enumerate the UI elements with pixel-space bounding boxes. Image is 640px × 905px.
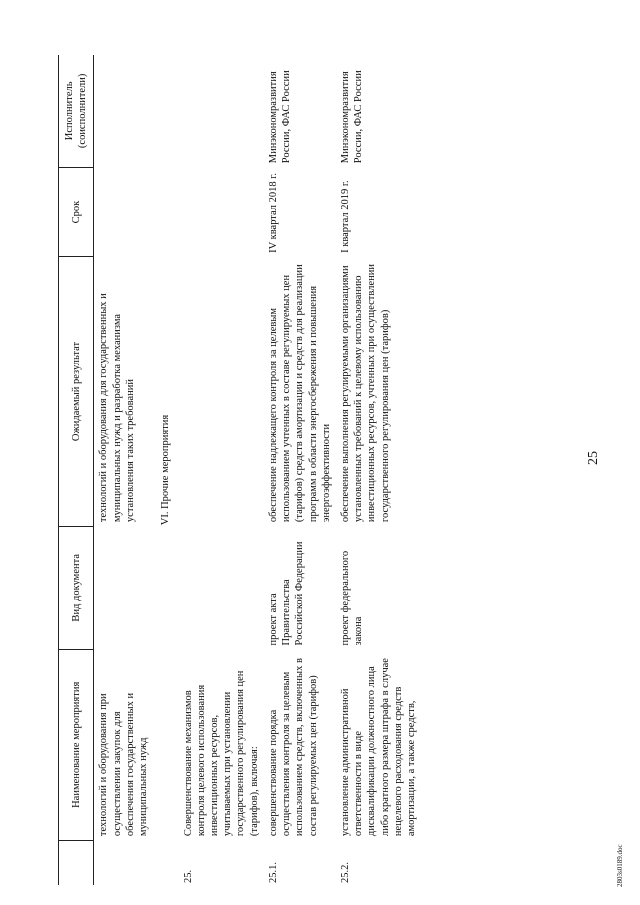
header-executor: Исполнитель (соисполнители)	[59, 55, 94, 167]
table-row	[94, 55, 153, 885]
table-row	[336, 55, 421, 885]
row-executor: Минэкономразвития России, ФАС России	[339, 70, 365, 164]
row-result: технологий и оборудования для государственных и муниципальных нужд и разработка механизма установления таких требований	[98, 293, 136, 523]
row-num	[94, 840, 153, 885]
row-name: совершенствование порядка осуществления контроля за целевым использованием средств, включенных в состав регулируемых цен (тарифов)	[267, 658, 319, 837]
row-doc	[94, 526, 153, 649]
section-row	[153, 55, 178, 885]
row-name: Совершенствование механизмов контроля целевого использования инвестиционных ресурсов, учитываемых при установлении государственного регулирования цен (тарифов), включая:	[182, 670, 260, 837]
page-number: 25	[586, 451, 601, 465]
section-title: VI. Прочие мероприятия	[160, 414, 172, 526]
row-doc	[179, 526, 264, 649]
table-row	[179, 55, 264, 885]
row-result: обеспечение выполнения регулируемыми организациями установленных требований к целевому использованию инвестиционных ресурсов, учтенных при осуществлении государственного регулирования цен (тарифов)	[339, 264, 391, 523]
header-doc: Вид документа	[59, 526, 94, 649]
header-result: Ожидаемый результат	[59, 257, 94, 526]
footer-doc-code: 2803s0189.doc	[616, 844, 624, 887]
table-header-row	[59, 55, 94, 885]
header-term: Срок	[59, 167, 94, 257]
row-executor: Минэкономразвития России, ФАС России	[267, 70, 293, 164]
row-term: I квартал 2019 г.	[339, 180, 351, 253]
row-num: 25.	[182, 869, 194, 883]
row-name: технологий и оборудования при осуществлении закупок для обеспечения государственных и муниципальных нужд	[98, 692, 150, 837]
header-name: Наименование мероприятия	[59, 649, 94, 840]
row-num: 25.2.	[339, 862, 351, 883]
row-doc: проект акта Правительства Российской Федерации	[267, 541, 306, 646]
header-num	[59, 840, 94, 885]
table-row	[264, 55, 336, 885]
measures-table	[58, 55, 421, 885]
row-executor	[179, 55, 264, 167]
row-doc: проект федерального закона	[339, 550, 365, 646]
row-term: IV квартал 2018 г.	[267, 172, 279, 253]
row-term	[179, 167, 264, 257]
row-name: установление административной ответственности в виде дисквалификации должностного лица либо кратного размера штрафа в случае нецелевого расходования средств амортизации, а также средств,	[339, 658, 418, 837]
row-executor	[94, 55, 153, 167]
row-result: обеспечение надлежащего контроля за целевым использованием учтенных в составе регулируемых цен (тарифов) средств амортизации и средств для реализации программ в области энергосбережения и повышения энергоэффективности	[267, 264, 332, 523]
row-result	[179, 257, 264, 526]
row-term	[94, 167, 153, 257]
row-num: 25.1.	[267, 862, 279, 883]
